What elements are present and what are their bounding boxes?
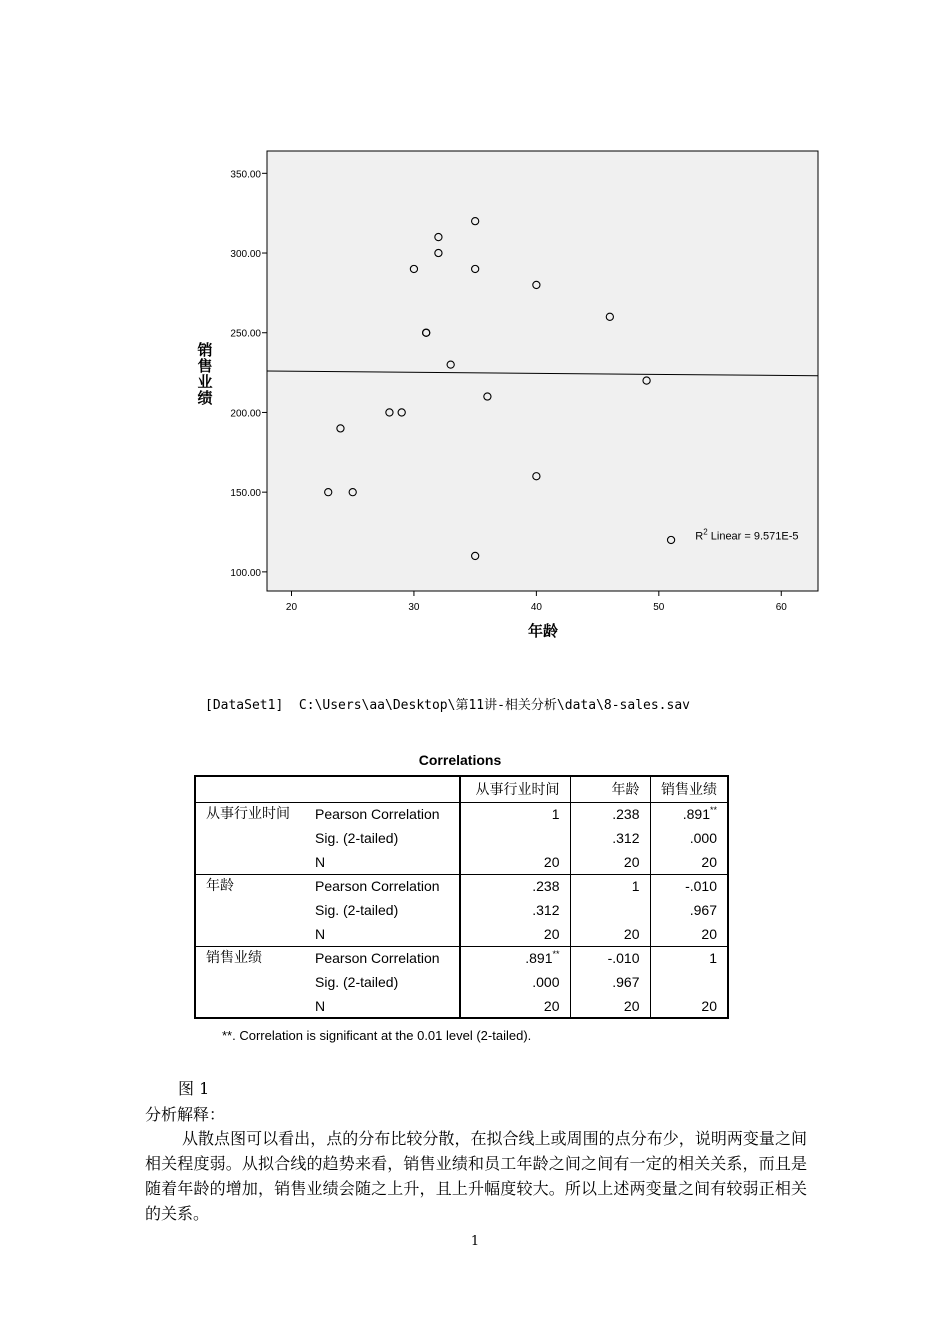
stat-label: Pearson Correlation — [315, 878, 440, 895]
cell-value: .891 — [525, 950, 553, 967]
cell: -.010 — [570, 946, 650, 970]
r2-text: Linear = 9.571E-5 — [707, 530, 799, 543]
cell: 1 — [460, 802, 570, 826]
y-tick-label: 300.00 — [230, 249, 261, 261]
page-number: 1 — [470, 1234, 480, 1249]
analysis-heading: 分析解释： — [145, 1105, 226, 1124]
cell — [650, 970, 728, 994]
y-tick-label: 200.00 — [230, 408, 261, 420]
stat-label: N — [305, 850, 460, 874]
cell: 20 — [570, 850, 650, 874]
x-tick-label: 50 — [653, 602, 665, 613]
correlations-table — [194, 775, 729, 1019]
header-col-3: 销售业绩 — [650, 776, 728, 802]
y-tick-label: 350.00 — [230, 169, 261, 181]
cell: 1 — [650, 946, 728, 970]
stat-label: Sig. (2-tailed) — [315, 830, 399, 846]
cell — [460, 946, 570, 970]
cell: .000 — [650, 826, 728, 850]
x-tick-label: 40 — [530, 602, 542, 613]
cell: .967 — [650, 898, 728, 922]
cell: 20 — [650, 994, 728, 1018]
cell: .238 — [570, 802, 650, 826]
y-axis-label-char: 绩 — [197, 389, 213, 407]
x-tick-label: 20 — [285, 602, 298, 613]
header-col-2: 年龄 — [570, 776, 650, 802]
cell: 1 — [570, 874, 650, 898]
cell: -.010 — [650, 874, 728, 898]
cell: .312 — [460, 898, 570, 922]
stat-label: Sig. (2-tailed) — [315, 974, 399, 990]
cell: .967 — [570, 970, 650, 994]
cell: 20 — [570, 994, 650, 1018]
header-blank — [305, 776, 460, 802]
cell — [460, 826, 570, 850]
table-header-row — [195, 776, 728, 802]
cell: .312 — [570, 826, 650, 850]
cell: .238 — [460, 874, 570, 898]
cell-value: .891 — [682, 806, 710, 823]
row-group-label: 销售业绩 — [195, 946, 305, 1018]
r2-sup: 2 — [703, 527, 708, 537]
cell: 20 — [460, 994, 570, 1018]
y-axis-label-char: 业 — [197, 373, 213, 391]
r2-annotation — [695, 527, 798, 542]
table-row — [195, 946, 728, 970]
y-axis-label-char: 售 — [197, 357, 213, 375]
cell: 20 — [460, 850, 570, 874]
figure-label: 图 1 — [178, 1079, 210, 1098]
analysis-paragraph: 从散点图可以看出，点的分布比较分散，在拟合线上或周围的点分布少，说明两变量之间相关程度弱。从拟合线的趋势来看，销售业绩和员工年龄之间之间有一定的相关关系，而且是随着年龄的增加，销售业绩会随之上升，且上升幅度较大。所以上述两变量之间有较弱正相关的关系。 — [145, 1129, 807, 1223]
significance-mark: ** — [552, 949, 560, 960]
stat-label: N — [305, 994, 460, 1018]
table-row — [195, 874, 728, 898]
y-tick-label: 150.00 — [230, 488, 261, 500]
y-tick-label: 100.00 — [230, 567, 261, 579]
x-tick-label: 30 — [408, 602, 420, 613]
cell — [650, 802, 728, 826]
stat-label: Pearson Correlation — [315, 950, 440, 967]
table-footnote: **. Correlation is significant at the 0.01 level (2-tailed). — [222, 1028, 532, 1043]
cell: 20 — [460, 922, 570, 946]
x-axis-label: 年龄 — [527, 622, 559, 640]
x-tick-label: 60 — [775, 602, 787, 613]
significance-mark: ** — [709, 805, 717, 816]
stat-label: Pearson Correlation — [315, 806, 440, 823]
y-axis-label-char: 销 — [197, 341, 213, 359]
stat-label: N — [305, 922, 460, 946]
table-row — [195, 802, 728, 826]
header-col-1: 从事行业时间 — [460, 776, 570, 802]
y-axis-label — [197, 341, 212, 407]
cell: 20 — [650, 850, 728, 874]
scatter-plot — [0, 0, 950, 650]
y-tick-label: 250.00 — [230, 328, 261, 340]
correlations-title: Correlations — [418, 752, 502, 768]
cell — [570, 898, 650, 922]
r2-base: R — [695, 530, 704, 543]
cell: 20 — [650, 922, 728, 946]
row-group-label: 年龄 — [195, 874, 305, 946]
row-group-label: 从事行业时间 — [195, 802, 305, 874]
cell: .000 — [460, 970, 570, 994]
stat-label: Sig. (2-tailed) — [315, 902, 399, 918]
plot-area — [267, 151, 818, 591]
dataset-path: [DataSet1] C:\Users\aa\Desktop\第11讲-相关分析\data\8-sales.sav — [205, 698, 690, 713]
cell: 20 — [570, 922, 650, 946]
header-blank — [195, 776, 305, 802]
